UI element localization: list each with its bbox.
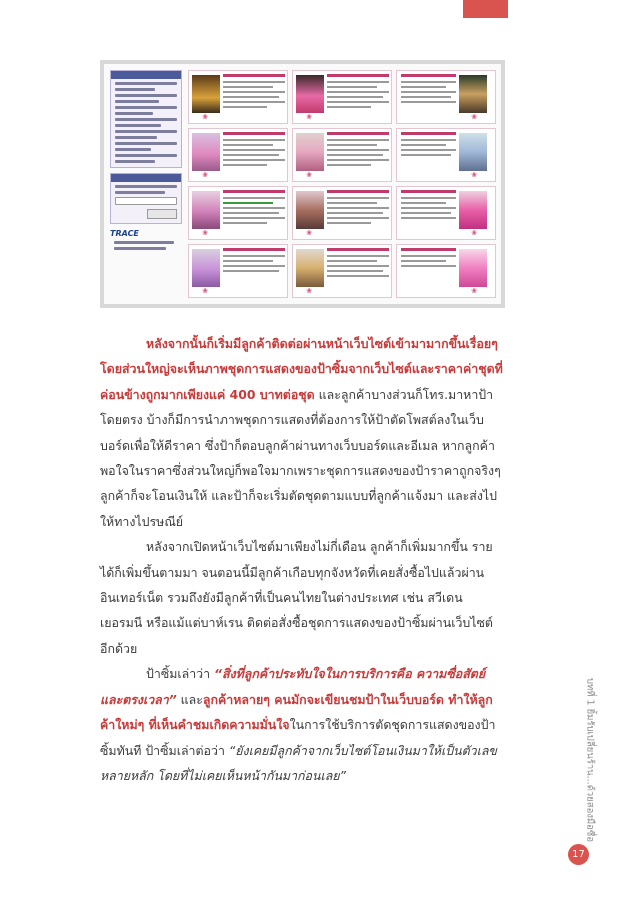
rose-icon: ❀ bbox=[471, 113, 477, 121]
product-grid bbox=[188, 70, 500, 298]
product-card bbox=[292, 70, 392, 124]
rose-icon: ❀ bbox=[306, 229, 312, 237]
product-thumbnail bbox=[296, 133, 324, 171]
website-screenshot bbox=[100, 60, 505, 308]
paragraph-1-highlight: หลังจากนั้นก็เริ่มมีลูกค้าติดต่อผ่านหน้าเว็บไซต์เข้ามามากขึ้นเรื่อยๆ โดยส่วนใหญ่จะเห็นภาพชุดการแสดงของป้าซิ้มจากเว็บไซต์และราคาค่าชุดที่ค่อนข้างถูกมากเพียงแค่ 400 บาทต่อชุด bbox=[100, 336, 503, 402]
screenshot-inner bbox=[104, 64, 501, 304]
product-thumbnail bbox=[459, 191, 487, 229]
rose-icon: ❀ bbox=[471, 287, 477, 295]
rose-icon: ❀ bbox=[202, 287, 208, 295]
product-thumbnail bbox=[192, 133, 220, 171]
paragraph-3-quote-2: “ยังเคยมีลูกค้าจากเว็บไซต์โอนเงินมาให้เป็นตัวเลขหลายหลัก โดยที่ไม่เคยเห็นหน้ากันมาก่อนเลย” bbox=[100, 742, 497, 783]
product-card bbox=[396, 186, 496, 240]
rose-icon: ❀ bbox=[202, 113, 208, 121]
sidebar-category-header bbox=[111, 71, 181, 79]
chapter-side-label-text: บทที่ 1 ยิ้มรับเปลี่ยนร้าน...ด้วยสองมือซื่อ bbox=[584, 677, 596, 843]
sidebar-category-box bbox=[110, 70, 182, 168]
rose-icon: ❀ bbox=[306, 113, 312, 121]
paragraph-3-quote-1: “สิ่งที่ลูกค้าประทับใจในการบริการคือ ความซื่อสัตย์และตรงเวลา” bbox=[100, 666, 486, 707]
product-thumbnail bbox=[459, 249, 487, 287]
product-card bbox=[396, 70, 496, 124]
product-card bbox=[292, 186, 392, 240]
paragraph-2: หลังจากเปิดหน้าเว็บไซต์มาเพียงไม่กี่เดือน ลูกค้าก็เพิ่มมากขึ้น รายได้ก็เพิ่มขึ้นตามมา จนตอนนี้มีลูกค้าเกือบทุกจังหวัดที่เคยสั่งซื้อไปแล้วผ่านอินเทอร์เน็ต รวมถึงยังมีลูกค้าที่เป็นคนไทยในต่างประเทศ เช่น สวีเดน เยอรมนี หรือแม้แต่บาห์เรน ติดต่อสั่งซื้อชุดการแสดงของป้าซิ้มผ่านเว็บไซต์อีกด้วย bbox=[100, 539, 493, 656]
screenshot-sidebar bbox=[110, 70, 182, 298]
rose-icon: ❀ bbox=[202, 171, 208, 179]
paragraph-3-intro: ป้าซิ้มเล่าว่า bbox=[146, 666, 215, 682]
rose-icon: ❀ bbox=[306, 287, 312, 295]
paragraph-3 bbox=[100, 661, 505, 788]
product-card bbox=[188, 70, 288, 124]
rose-icon: ❀ bbox=[471, 171, 477, 179]
product-thumbnail bbox=[192, 75, 220, 113]
sidebar-search-header bbox=[111, 174, 181, 182]
corner-tab bbox=[463, 0, 508, 18]
product-card bbox=[188, 186, 288, 240]
chapter-side-label bbox=[583, 677, 597, 843]
rose-icon: ❀ bbox=[306, 171, 312, 179]
rose-icon: ❀ bbox=[471, 229, 477, 237]
paragraph-1 bbox=[100, 331, 505, 534]
rose-icon: ❀ bbox=[202, 229, 208, 237]
paragraph-1-rest: และลูกค้าบางส่วนก็โทร.มาหาป้าโดยตรง บ้างก็มีการนำภาพชุดการแสดงที่ต้องการให้ป้าตัดโพสต์ลงในเว็บบอร์ดเพื่อให้ดีราคา ซึ่งป้าก็ตอบลูกค้าผ่านทางเว็บบอร์ดและอีเมล หากลูกค้าพอใจในราคาซึ่งส่วนใหญ่ก็พอใจมากเพราะชุดการแสดงของป้าราคาถูกจริงๆ ลูกค้าก็จะโอนเงินให้ และป้าก็จะเริ่มตัดชุดตามแบบที่ลูกค้าแจ้งมา และส่งไปให้ทางไปรษณีย์ bbox=[100, 386, 501, 529]
product-card bbox=[188, 244, 288, 298]
article-body bbox=[100, 331, 505, 788]
paragraph-3-highlight: ลูกค้าหลายๆ คนมักจะเขียนชมป้าในเว็บบอร์ด ทำให้ลูกค้าใหม่ๆ ที่เห็นคำชมเกิดความมั่นใจ bbox=[100, 691, 493, 733]
trace-logo: TRACE bbox=[110, 229, 139, 238]
product-card bbox=[292, 244, 392, 298]
product-thumbnail bbox=[459, 75, 487, 113]
product-thumbnail bbox=[459, 133, 487, 171]
product-card bbox=[396, 244, 496, 298]
product-thumbnail bbox=[296, 249, 324, 287]
product-card bbox=[188, 128, 288, 182]
sidebar-search-box bbox=[110, 173, 182, 224]
product-thumbnail bbox=[192, 191, 220, 229]
product-card bbox=[292, 128, 392, 182]
product-card bbox=[396, 128, 496, 182]
product-thumbnail bbox=[296, 191, 324, 229]
sidebar-search-button bbox=[147, 209, 177, 219]
paragraph-3-and: และ bbox=[176, 691, 203, 707]
product-thumbnail bbox=[192, 249, 220, 287]
product-thumbnail bbox=[296, 75, 324, 113]
paragraph-3-text: ในการใช้บริการตัดชุดการแสดงของป้าซิ้มทันที ป้าซิ้มเล่าต่อว่า bbox=[100, 717, 496, 758]
page-number: 17 bbox=[568, 844, 589, 865]
